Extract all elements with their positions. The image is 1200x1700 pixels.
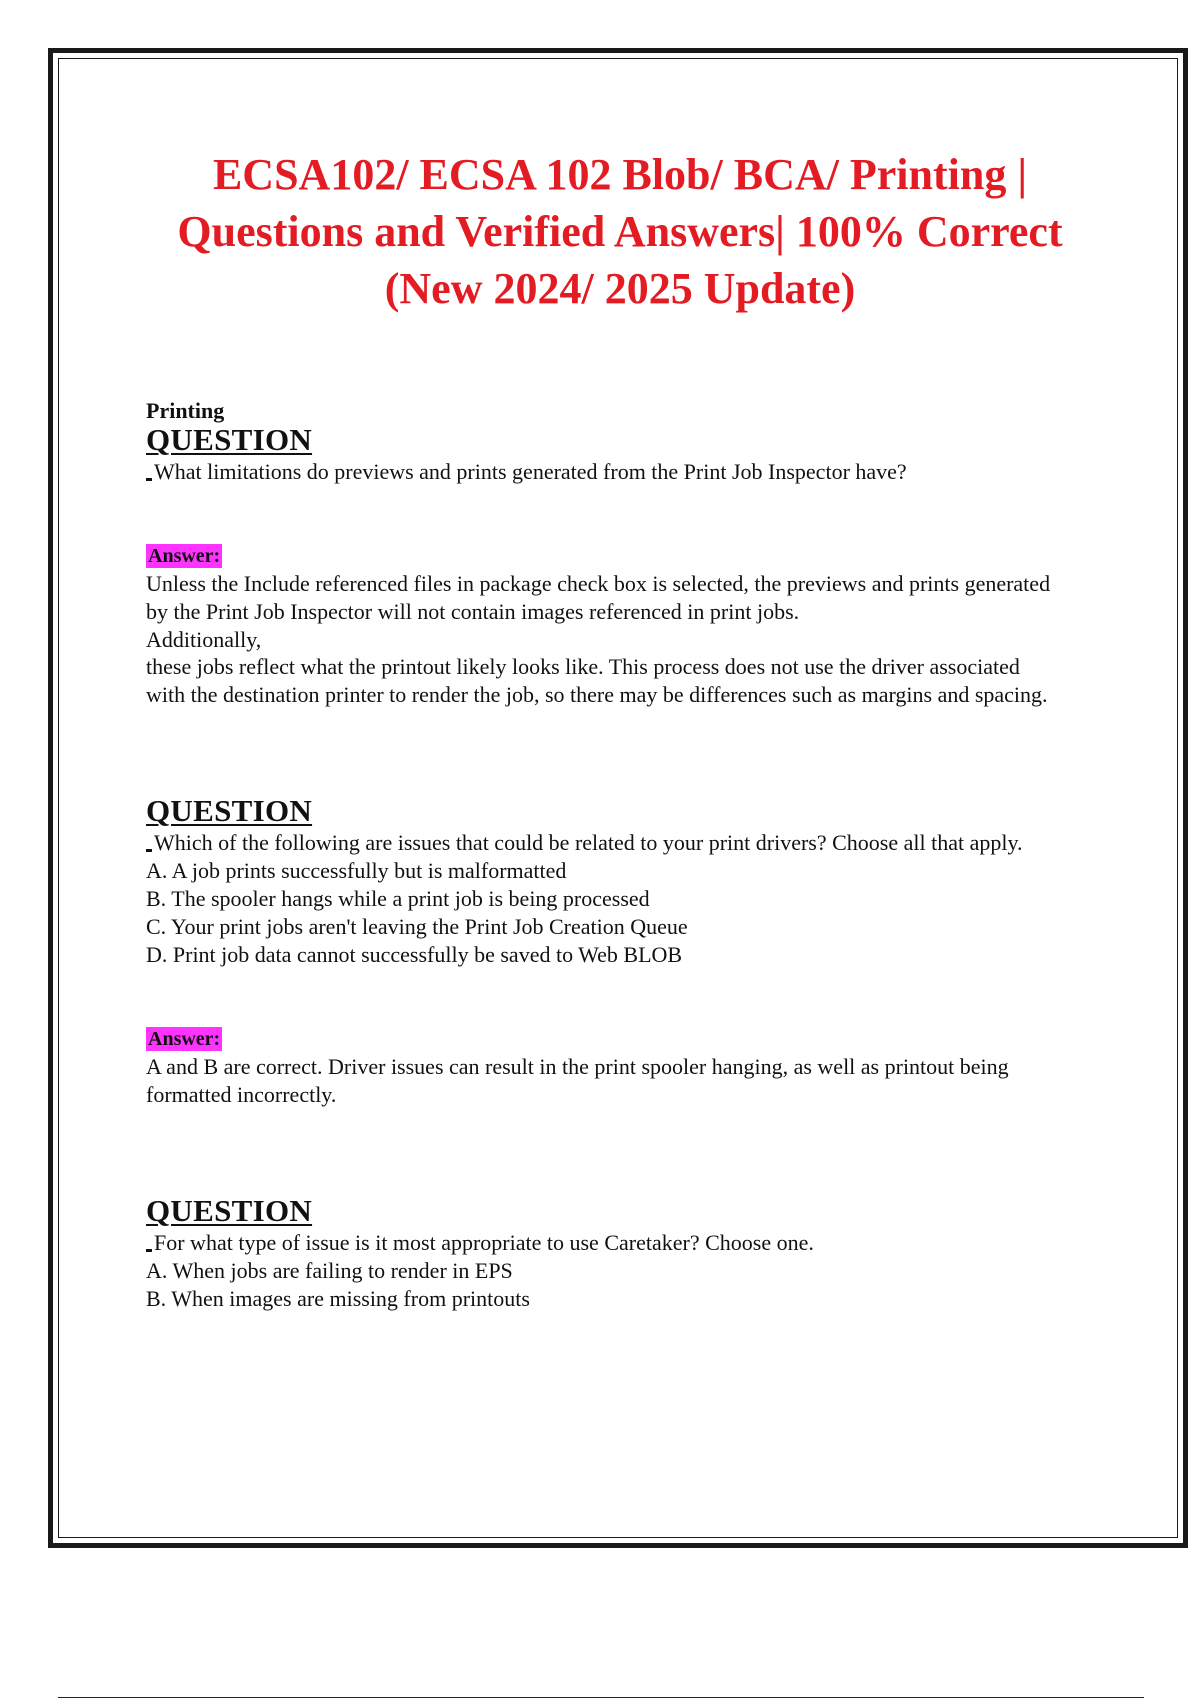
question-text-body: For what type of issue is it most appropriate to use Caretaker? Choose one. bbox=[154, 1229, 814, 1255]
answer-line: Additionally, bbox=[146, 626, 262, 652]
answer-label-row bbox=[146, 1027, 1076, 1051]
option-item: C. Your print jobs aren't leaving the Print Job Creation Queue bbox=[146, 913, 688, 939]
question-text-body: Which of the following are issues that could be related to your print drivers? Choose all that apply. bbox=[154, 829, 1023, 855]
answer-line: formatted incorrectly. bbox=[146, 1081, 337, 1107]
question-heading: QUESTION bbox=[146, 422, 313, 457]
option-item: A. When jobs are failing to render in EPS bbox=[146, 1257, 513, 1283]
document-title: ECSA102/ ECSA 102 Blob/ BCA/ Printing | Questions and Verified Answers| 100% Correct (New 2024/ 2025 Update) bbox=[177, 150, 1063, 313]
section-label: Printing bbox=[146, 398, 225, 423]
question-text-body: What limitations do previews and prints generated from the Print Job Inspector have? bbox=[154, 459, 907, 484]
spacer bbox=[146, 1109, 1076, 1195]
document-content bbox=[146, 398, 1076, 1313]
answer-text bbox=[146, 1053, 1076, 1109]
bottom-rule bbox=[58, 1697, 1144, 1698]
question-block-3 bbox=[146, 1192, 1076, 1313]
question-text bbox=[146, 458, 1076, 486]
answer-label: Answer: bbox=[148, 1027, 221, 1050]
spacer bbox=[146, 969, 1076, 1027]
question-marker bbox=[146, 478, 152, 481]
option-item: B. When images are missing from printouts bbox=[146, 1285, 530, 1311]
question-block-1 bbox=[146, 424, 1076, 709]
option-item: D. Print job data cannot successfully be saved to Web BLOB bbox=[146, 941, 683, 967]
option-item: B. The spooler hangs while a print job is being processed bbox=[146, 885, 650, 911]
question-marker bbox=[146, 849, 152, 852]
spacer bbox=[146, 709, 1076, 795]
answer-label: Answer: bbox=[148, 545, 221, 567]
question-heading: QUESTION bbox=[146, 1192, 313, 1228]
option-list bbox=[146, 1257, 1076, 1313]
answer-text bbox=[146, 570, 1076, 709]
question-text bbox=[146, 1229, 1076, 1257]
answer-line: these jobs reflect what the printout likely looks like. This process does not use the driver associated bbox=[146, 654, 1020, 680]
option-list bbox=[146, 857, 1076, 969]
answer-label-row bbox=[146, 544, 1076, 568]
answer-line: Unless the Include referenced files in package check box is selected, the previews and prints generated by the Print Job Inspector will not contain images referenced in print jobs. bbox=[146, 571, 1051, 624]
question-block-2 bbox=[146, 792, 1076, 1109]
answer-line: A and B are correct. Driver issues can result in the print spooler hanging, as well as printout being bbox=[146, 1053, 1009, 1079]
question-marker bbox=[146, 1249, 152, 1252]
question-text bbox=[146, 829, 1076, 857]
answer-line: with the destination printer to render the job, so there may be differences such as margins and spacing. bbox=[146, 682, 1048, 708]
option-item: A. A job prints successfully but is malformatted bbox=[146, 857, 567, 883]
spacer bbox=[146, 486, 1076, 544]
question-heading: QUESTION bbox=[146, 792, 313, 828]
